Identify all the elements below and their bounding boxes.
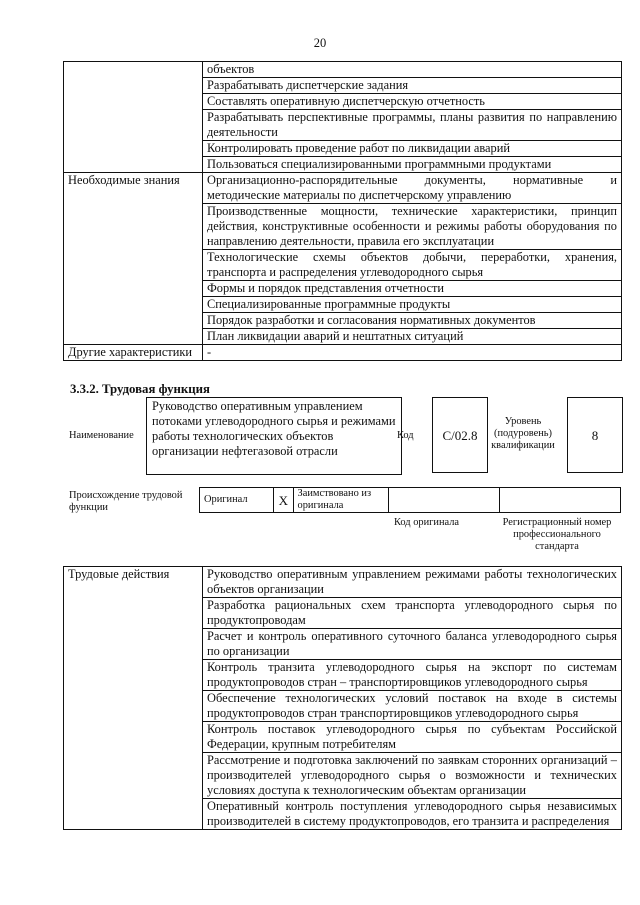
table-cell: Производственные мощности, технические характеристики, принцип действия, конструктивные особенности и режимы работы оборудования по направлению деятельности, правила его эксплуатации: [203, 204, 622, 250]
table-cell: Пользоваться специализированными программными продуктами: [203, 157, 622, 173]
table-cell: Формы и порядок представления отчетности: [203, 281, 622, 297]
table-cell: объектов: [203, 62, 622, 78]
function-name-box: Руководство оперативным управлением потоками углеводородного сырья и режимами работы технологических объектов организации нефтегазовой отрасли: [146, 397, 402, 475]
row-label-knowledge: Необходимые знания: [64, 173, 203, 345]
table-cell: Разрабатывать диспетчерские задания: [203, 78, 622, 94]
code-original-cell: [389, 488, 500, 513]
table-cell: План ликвидации аварий и нештатных ситуаций: [203, 329, 622, 345]
table-cell: Составлять оперативную диспетчерскую отчетность: [203, 94, 622, 110]
table-cell: Разработка рациональных схем транспорта углеводородного сырья по продуктопроводам: [203, 598, 622, 629]
table-row: [64, 62, 622, 78]
table-row: [64, 173, 622, 204]
table-cell: Контроль транзита углеводородного сырья на экспорт по системам продуктопроводов стран – транспортировщиков углеводородного сырья: [203, 660, 622, 691]
row-label-actions: Трудовые действия: [64, 567, 203, 830]
original-cell: Оригинал: [200, 488, 274, 513]
table-cell: -: [203, 345, 622, 361]
section-heading: 3.3.2. Трудовая функция: [70, 382, 210, 396]
labor-actions-table: [63, 566, 622, 830]
table-row: [64, 567, 622, 598]
level-box: 8: [567, 397, 623, 473]
table-cell: Порядок разработки и согласования нормативных документов: [203, 313, 622, 329]
registration-number-cell: [499, 488, 620, 513]
row-label: [64, 62, 203, 173]
code-box: C/02.8: [432, 397, 488, 473]
table-cell: Руководство оперативным управлением режимами работы технологических объектов организации: [203, 567, 622, 598]
table-row: [200, 488, 621, 513]
table-row: [64, 345, 622, 361]
table-cell: Специализированные программные продукты: [203, 297, 622, 313]
registration-label: Регистрационный номер профессионального стандарта: [502, 517, 612, 552]
page-number: 20: [313, 36, 327, 50]
table-cell: Организационно-распорядительные документы, нормативные и методические материалы по диспетчерскому управлению: [203, 173, 622, 204]
table-cell: Обеспечение технологических условий поставок на входе в системы продуктопроводов стран транспортировщиков углеводородного сырья: [203, 691, 622, 722]
table-cell: Контролировать проведение работ по ликвидации аварий: [203, 141, 622, 157]
table-cell: Технологические схемы объектов добычи, переработки, хранения, транспорта и распределения углеводородного сырья: [203, 250, 622, 281]
table-cell: Разрабатывать перспективные программы, планы развития по направлению деятельности: [203, 110, 622, 141]
level-label: Уровень (подуровень) квалификации: [491, 416, 555, 451]
table-cell: Расчет и контроль оперативного суточного баланса углеводородного сырья по организации: [203, 629, 622, 660]
origin-table: [199, 487, 621, 513]
code-original-label: Код оригинала: [394, 517, 460, 528]
borrowed-cell: Заимствовано из оригинала: [293, 488, 389, 513]
table-cell: Оперативный контроль поступления углеводородного сырья независимых производителей в систему продуктопроводов, его транзита и распределения: [203, 799, 622, 830]
code-label: Код: [397, 430, 414, 441]
skills-knowledge-table: [63, 61, 622, 361]
name-label: Наименование: [69, 430, 134, 441]
table-cell: Контроль поставок углеводородного сырья по субъектам Российской Федерации, крупным потребителям: [203, 722, 622, 753]
row-label-other: Другие характеристики: [64, 345, 203, 361]
table-cell: Рассмотрение и подготовка заключений по заявкам сторонних организаций – производителей углеводородного сырья о возможности и технических условиях доступа к технологическим объектам организации: [203, 753, 622, 799]
origin-label: Происхождение трудовой функции: [69, 490, 183, 513]
original-mark: X: [274, 488, 293, 513]
